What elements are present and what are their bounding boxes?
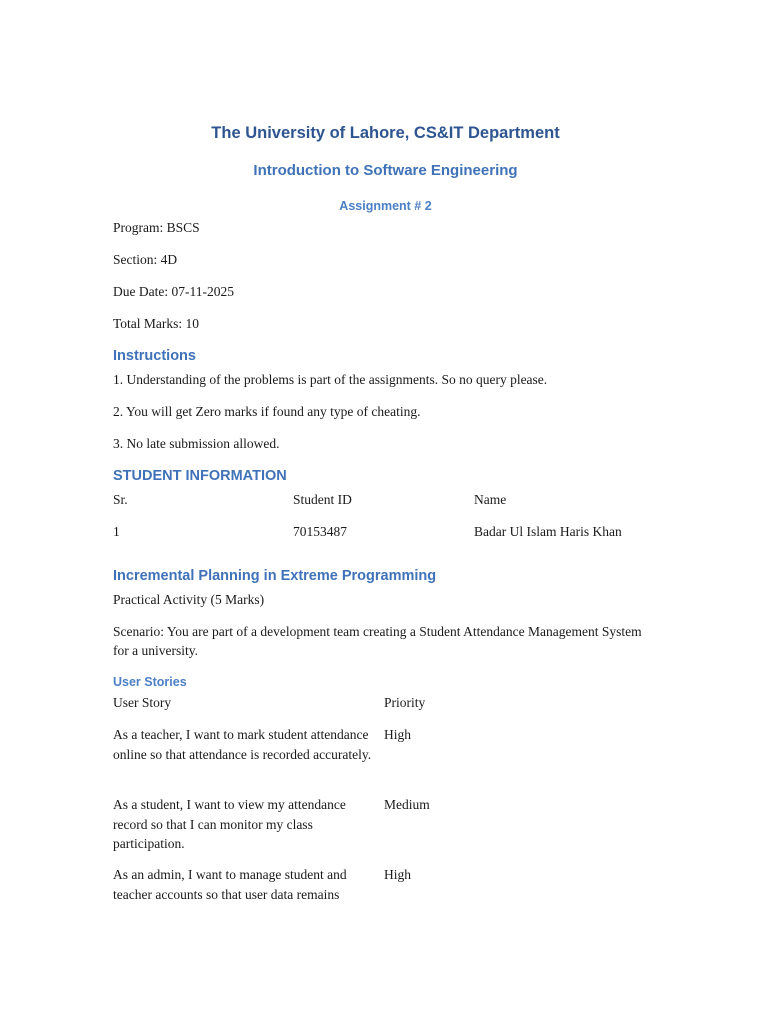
student-info-header-id: Student ID	[293, 492, 352, 507]
student-info-cell-id: 70153487	[293, 524, 347, 539]
user-story-2-text: As a student, I want to view my attendance record so that I can monitor my class participation.	[113, 797, 346, 851]
scenario-paragraph: Scenario: You are part of a development team creating a Student Attendance Management System for a university.	[113, 624, 642, 658]
practical-activity-line: Practical Activity (5 Marks)	[113, 592, 265, 607]
user-stories-header-priority: Priority	[384, 695, 426, 710]
student-information-heading: STUDENT INFORMATION	[113, 468, 287, 484]
user-story-1-text: As a teacher, I want to mark student attendance online so that attendance is recorded accurately.	[113, 727, 372, 762]
instruction-item-1: 1. Understanding of the problems is part of the assignments. So no query please.	[113, 372, 548, 387]
assignment-title: Assignment # 2	[339, 199, 432, 213]
student-info-header-name: Name	[474, 492, 507, 507]
user-story-2-priority: Medium	[384, 797, 430, 812]
program-line: Program: BSCS	[113, 220, 200, 235]
instructions-heading: Instructions	[113, 348, 196, 364]
section-line: Section: 4D	[113, 252, 178, 267]
document-page	[113, 0, 658, 1024]
course-title: Introduction to Software Engineering	[253, 162, 518, 179]
student-info-header-sr: Sr.	[113, 492, 128, 507]
xp-planning-heading: Incremental Planning in Extreme Programming	[113, 568, 437, 584]
user-stories-heading: User Stories	[113, 675, 187, 689]
total-marks-line: Total Marks: 10	[113, 316, 200, 331]
user-story-3-text: As an admin, I want to manage student and teacher accounts so that user data remains	[113, 867, 347, 902]
user-story-1-priority: High	[384, 727, 411, 742]
instruction-item-2: 2. You will get Zero marks if found any type of cheating.	[113, 404, 421, 419]
student-info-cell-name: Badar Ul Islam Haris Khan	[474, 524, 622, 539]
user-story-3-priority: High	[384, 867, 411, 882]
university-title: The University of Lahore, CS&IT Department	[211, 124, 560, 142]
student-info-cell-sr: 1	[113, 524, 120, 539]
instruction-item-3: 3. No late submission allowed.	[113, 436, 280, 451]
user-stories-header-story: User Story	[113, 695, 172, 710]
due-date-line: Due Date: 07-11-2025	[113, 284, 234, 299]
